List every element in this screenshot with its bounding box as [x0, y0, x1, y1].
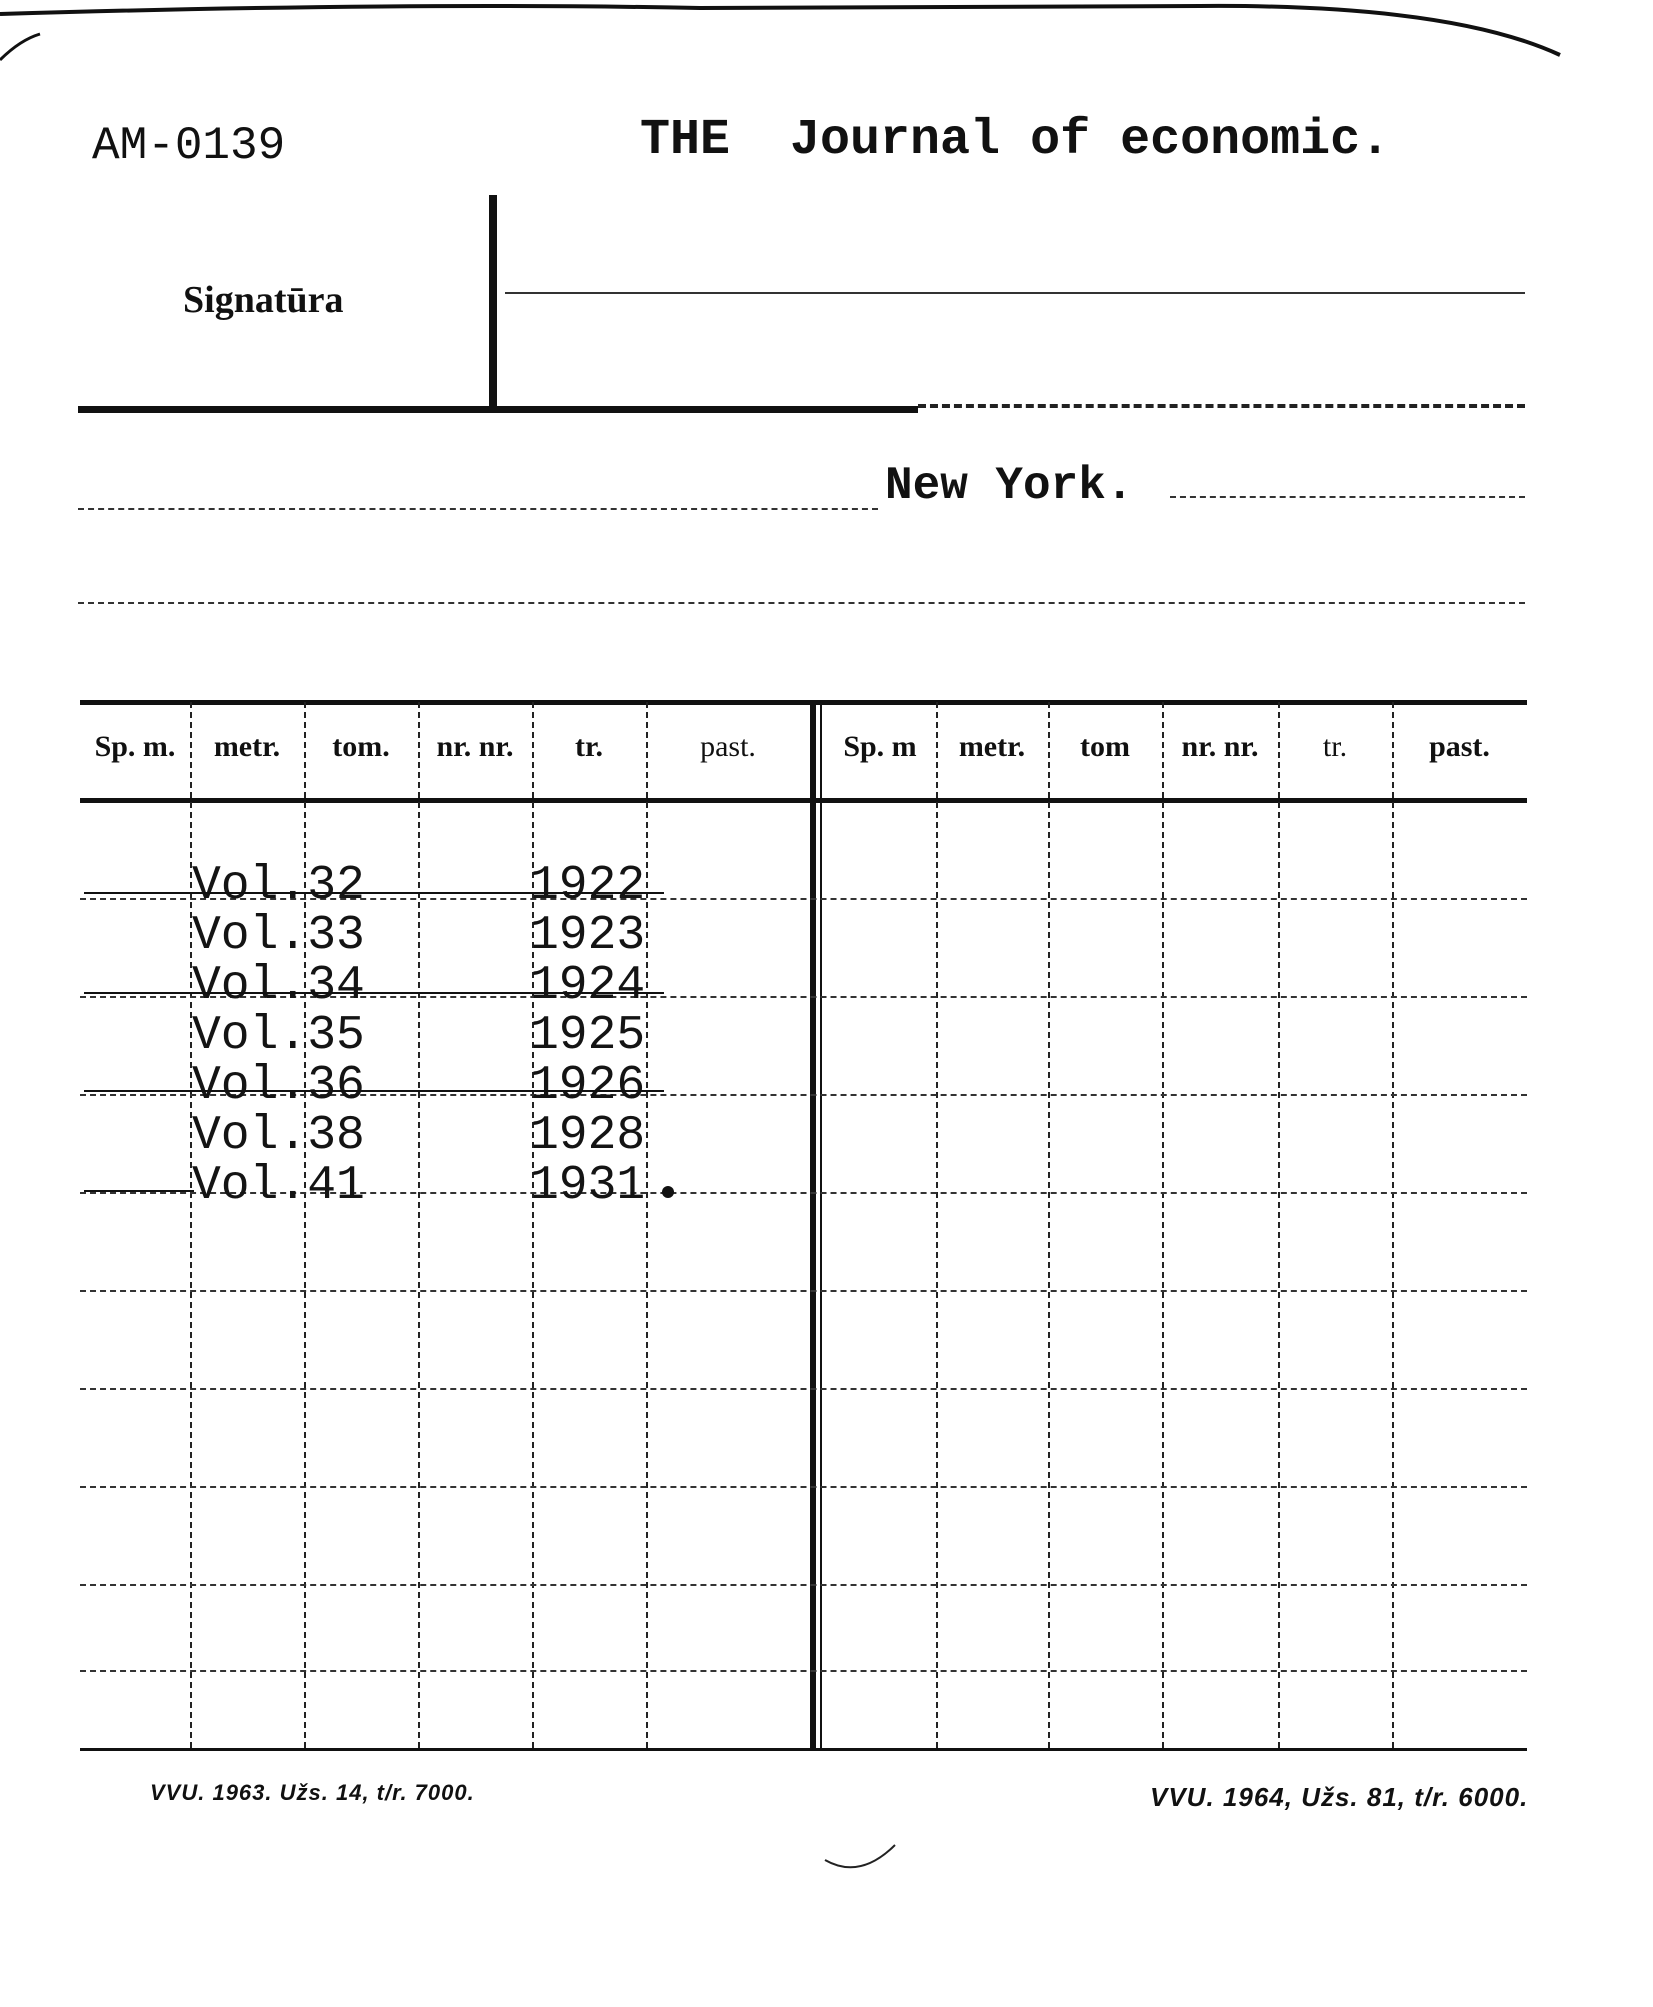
header-tr: tr. — [574, 730, 604, 763]
year-entry: 1928 — [530, 1109, 646, 1163]
print-info-right: VVU. 1964, Užs. 81, t/r. 6000. — [1150, 1782, 1529, 1812]
year-entry: 1924 — [530, 959, 646, 1013]
year-entry: 1922 — [530, 859, 646, 913]
table-center-divider — [810, 700, 816, 1748]
print-info-left: VVU. 1963. Užs. 14, t/r. 7000. — [150, 1780, 475, 1805]
place-line-right — [1170, 496, 1525, 498]
table-center-divider-inner — [820, 700, 822, 1748]
header-sp-m: Sp. m. — [94, 730, 176, 763]
header-nr-nr-right: nr. nr. — [1181, 730, 1259, 763]
strike-line — [84, 1090, 664, 1092]
publication-place: New York. — [885, 460, 1134, 512]
col-line — [1392, 702, 1394, 1748]
strike-line — [84, 992, 664, 994]
signature-line — [505, 292, 1525, 294]
signature-bottom-rule — [78, 406, 918, 413]
header-nr-nr: nr. nr. — [436, 730, 514, 763]
volume-entry: Vol.38 — [192, 1109, 365, 1163]
row-line — [80, 1584, 1527, 1586]
table-top-rule — [80, 700, 1527, 705]
table-header-rule — [80, 798, 1527, 803]
volume-entry: Vol.41 — [192, 1159, 365, 1213]
year-entry: 1923 — [530, 909, 646, 963]
col-line — [418, 702, 420, 1748]
header-metr-right: metr. — [958, 730, 1026, 763]
period-mark — [662, 1186, 674, 1198]
place-line-left — [78, 508, 878, 510]
header-tom-right: tom — [1080, 730, 1130, 763]
header-sp-m-right: Sp. m — [843, 730, 917, 763]
blank-line — [78, 602, 1525, 604]
row-line — [80, 1670, 1527, 1672]
col-line — [1278, 702, 1280, 1748]
strike-line — [84, 1190, 194, 1192]
row-line — [80, 1290, 1527, 1292]
header-past: past. — [700, 730, 756, 763]
card-code: AM-0139 — [92, 120, 286, 172]
table-bottom-rule — [80, 1748, 1527, 1751]
volume-entry: Vol.34 — [192, 959, 365, 1013]
scan-mark — [820, 1840, 900, 1880]
signature-label: Signatūra — [183, 279, 344, 321]
header-metr: metr. — [213, 730, 281, 763]
strike-line — [84, 892, 664, 894]
col-line — [936, 702, 938, 1748]
volume-entry: Vol.33 — [192, 909, 365, 963]
year-entry: 1926 — [530, 1059, 646, 1113]
volume-entry: Vol.35 — [192, 1009, 365, 1063]
col-line — [646, 702, 648, 1748]
row-line — [80, 1388, 1527, 1390]
header-tom: tom. — [332, 730, 390, 763]
year-entry: 1931 — [530, 1159, 646, 1213]
signature-divider — [489, 195, 497, 407]
col-line — [1048, 702, 1050, 1748]
signature-bottom-rule-dashed — [918, 404, 1525, 408]
row-line — [80, 1486, 1527, 1488]
year-entry: 1925 — [530, 1009, 646, 1063]
volume-entry: Vol.36 — [192, 1059, 365, 1113]
header-past-right: past. — [1429, 730, 1490, 763]
col-line — [1162, 702, 1164, 1748]
journal-title: THE Journal of economic. — [640, 112, 1391, 169]
card-top-edge — [0, 0, 1653, 80]
volume-entry: Vol.32 — [192, 859, 365, 913]
header-tr-right: tr. — [1322, 730, 1348, 763]
